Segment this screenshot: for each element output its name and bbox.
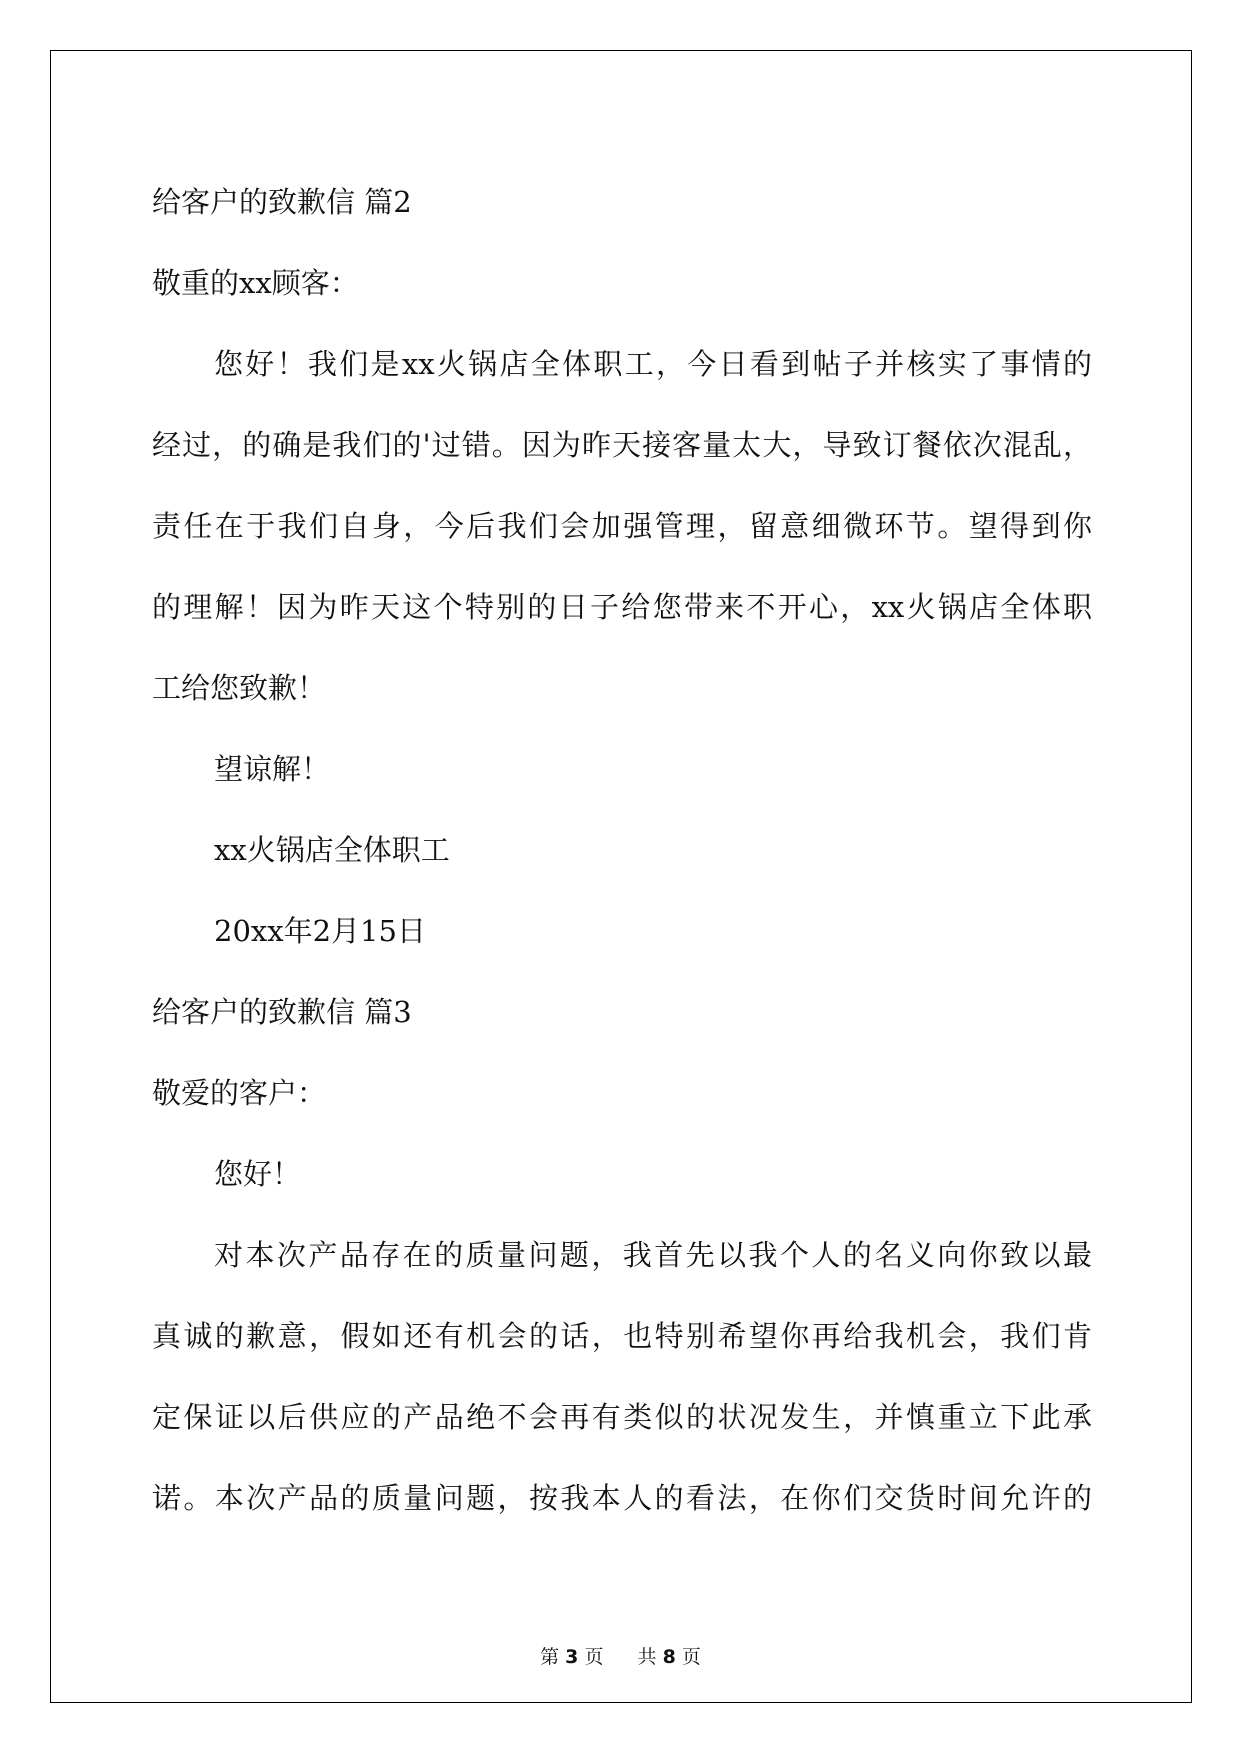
page-footer (0, 1642, 1241, 1669)
paragraph-line: 真诚的歉意，假如还有机会的话，也特别希望你再给我机会，我们肯 (152, 1319, 1092, 1353)
paragraph-line: 经过，的确是我们的'过错。因为昨天接客量太大，导致订餐依次混乱， (152, 428, 1092, 462)
salutation: 敬爱的客户： (152, 1076, 327, 1110)
total-label-suffix: 页 (681, 1646, 701, 1668)
total-label-prefix: 共 (637, 1646, 657, 1668)
closing-line: 望谅解！ (214, 752, 331, 786)
salutation: 敬重的xx顾客： (152, 266, 359, 300)
page-total: 8 (662, 1646, 676, 1668)
document-body (152, 162, 1092, 1539)
paragraph-line: 对本次产品存在的质量问题，我首先以我个人的名义向你致以最 (214, 1238, 1092, 1272)
paragraph-line: 工给您致歉！ (152, 671, 327, 705)
signature: xx火锅店全体职工 (214, 833, 450, 867)
date-line: 20xx年2月15日 (214, 914, 426, 948)
page-current: 3 (565, 1646, 579, 1668)
section-title: 给客户的致歉信 篇2 (152, 185, 412, 219)
paragraph-line: 的理解！因为昨天这个特别的日子给您带来不开心，xx火锅店全体职 (152, 590, 1092, 624)
page-label-prefix: 第 (540, 1646, 560, 1668)
paragraph-line: 诺。本次产品的质量问题，按我本人的看法，在你们交货时间允许的 (152, 1481, 1092, 1515)
paragraph-line: 您好！我们是xx火锅店全体职工，今日看到帖子并核实了事情的 (214, 347, 1092, 381)
paragraph-line: 定保证以后供应的产品绝不会再有类似的状况发生，并慎重立下此承 (152, 1400, 1092, 1434)
section-title: 给客户的致歉信 篇3 (152, 995, 412, 1029)
greeting-line: 您好！ (214, 1157, 302, 1191)
page-label-suffix: 页 (584, 1646, 604, 1668)
paragraph-line: 责任在于我们自身，今后我们会加强管理，留意细微环节。望得到你 (152, 509, 1092, 543)
